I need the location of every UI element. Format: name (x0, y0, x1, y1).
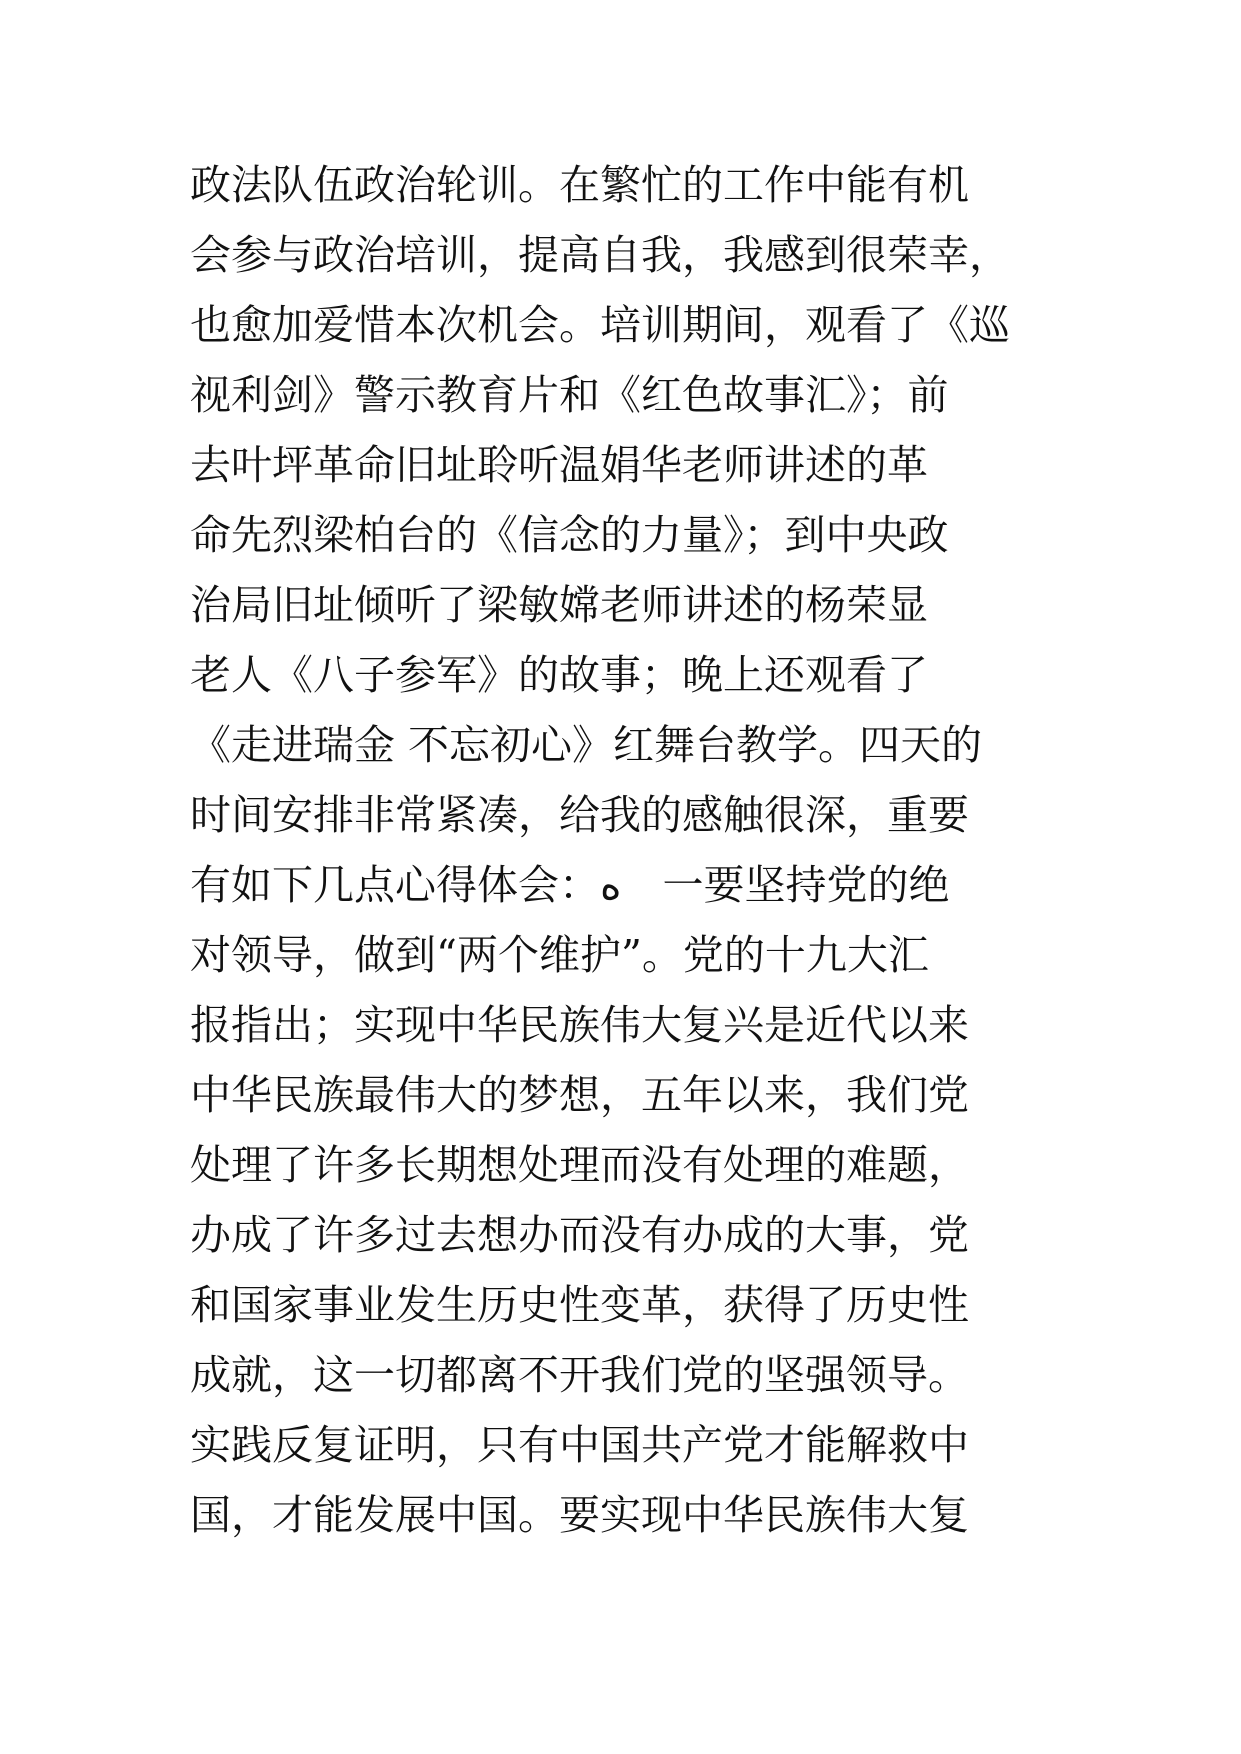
text-line: 时间安排非常紧凑，给我的感触很深，重要 (190, 791, 969, 839)
text-line: 处理了许多长期想处理而没有处理的难题， (190, 1141, 969, 1189)
text-line: 命先烈梁柏台的《信念的力量》；到中央政 (190, 511, 949, 559)
text-line: 视利剑》警示教育片和《红色故事汇》；前 (190, 371, 949, 419)
text-line: 也愈加爱惜本次机会。培训期间，观看了《巡 (190, 301, 1010, 349)
text-line: 政法队伍政治轮训。在繁忙的工作中能有机 (190, 161, 969, 209)
text-line: 办成了许多过去想办而没有办成的大事，党 (190, 1211, 969, 1259)
text-line: 中华民族最伟大的梦想，五年以来，我们党 (190, 1071, 969, 1119)
text-line: 治局旧址倾听了梁敏嫦老师讲述的杨荣显 (190, 581, 928, 629)
text-line: 和国家事业发生历史性变革，获得了历史性 (190, 1281, 969, 1329)
text-line: 报指出；实现中华民族伟大复兴是近代以来 (190, 1001, 969, 1049)
text-line: 有如下几点心得体会：ﻩ 一要坚持党的绝 (190, 861, 950, 909)
text-line: 去叶坪革命旧址聆听温娟华老师讲述的革 (190, 441, 928, 489)
text-line: 实践反复证明，只有中国共产党才能解救中 (190, 1421, 969, 1469)
text-line: 会参与政治培训，提高自我，我感到很荣幸， (190, 231, 1010, 279)
text-line: 成就，这一切都离不开我们党的坚强领导。 (190, 1351, 969, 1399)
text-line: 国，才能发展中国。要实现中华民族伟大复 (190, 1491, 969, 1539)
text-line: 老人《八子参军》的故事；晚上还观看了 (190, 651, 928, 699)
text-line: 对领导，做到“两个维护”。党的十九大汇 (190, 931, 929, 979)
text-line: 《走进瑞金 不忘初心》红舞台教学。四天的 (190, 721, 983, 769)
